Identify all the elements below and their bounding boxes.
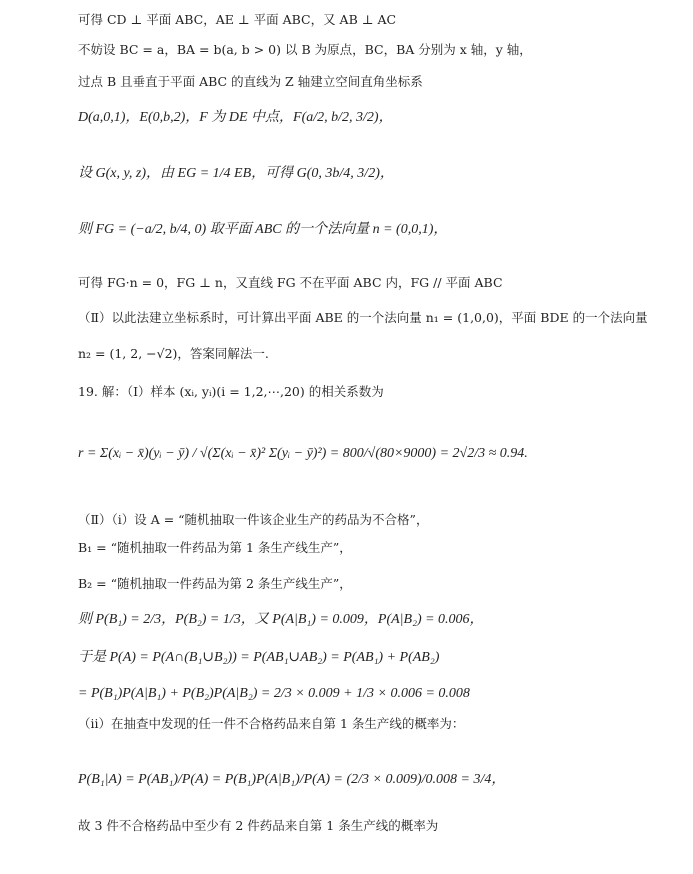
line-18: （ⅱ）在抽查中发现的任一件不合格药品来自第 1 条生产线的概率为： <box>78 716 465 731</box>
line-17: = P(B₁)P(A|B₁) + P(B₂)P(A|B₂) = 2/3 × 0.009 + 1/3 × 0.006 = 0.008 <box>78 686 470 701</box>
line-5: 设 G(x, y, z)，由 EG = 1/4 EB，可得 G(0, 3b/4, 3/2)， <box>78 166 394 181</box>
line-3: 过点 B 且垂直于平面 ABC 的直线为 Z 轴建立空间直角坐标系 <box>78 74 423 89</box>
line-2: 不妨设 BC = a，BA = b(a, b > 0) 以 B 为原点，BC，BA 分别为 x 轴，y 轴， <box>78 42 532 57</box>
line-6: 则 FG = (−a/2, b/4, 0) 取平面 ABC 的一个法向量 n = (0,0,1)， <box>78 222 448 237</box>
line-8: （Ⅱ）以此法建立坐标系时，可计算出平面 ABE 的一个法向量 n₁ = (1,0,0)，平面 BDE 的一个法向量 <box>78 310 648 325</box>
line-20: 故 3 件不合格药品中至少有 2 件药品来自第 1 条生产线的概率为 <box>78 818 439 833</box>
line-11-correlation-formula: r = Σ(xᵢ − x̄)(yᵢ − ȳ) / √(Σ(xᵢ − x̄)² Σ(yᵢ − ȳ)²) = 800/√(80×9000) = 2√2/3 ≈ 0.94. <box>78 446 528 461</box>
line-12: （Ⅱ）（ⅰ）设 A = “随机抽取一件该企业生产的药品为不合格”， <box>78 512 429 527</box>
line-4: D(a,0,1)，E(0,b,2)，F 为 DE 中点，F(a/2, b/2, 3/2)， <box>78 110 393 125</box>
line-1: 可得 CD ⊥ 平面 ABC，AE ⊥ 平面 ABC，又 AB ⊥ AC <box>78 12 397 27</box>
line-7: 可得 FG·n = 0，FG ⊥ n，又直线 FG 不在平面 ABC 内，FG // 平面 ABC <box>78 275 503 290</box>
line-15: 则 P(B₁) = 2/3，P(B₂) = 1/3，又 P(A|B₁) = 0.009，P(A|B₂) = 0.006， <box>78 612 484 627</box>
line-16: 于是 P(A) = P(A∩(B₁∪B₂)) = P(AB₁∪AB₂) = P(AB₁) + P(AB₂) <box>78 650 440 665</box>
line-13: B₁ = “随机抽取一件药品为第 1 条生产线生产”， <box>78 540 352 555</box>
line-10: 19. 解：（Ⅰ）样本 (xᵢ, yᵢ)(i = 1,2,⋯,20) 的相关系数为 <box>78 384 384 399</box>
line-9: n₂ = (1, 2, −√2)，答案同解法一. <box>78 346 269 361</box>
line-19-conditional-probability: P(B₁|A) = P(AB₁)/P(A) = P(B₁)P(A|B₁)/P(A) = (2/3 × 0.009)/0.008 = 3/4， <box>78 772 506 787</box>
line-14: B₂ = “随机抽取一件药品为第 2 条生产线生产”， <box>78 576 352 591</box>
